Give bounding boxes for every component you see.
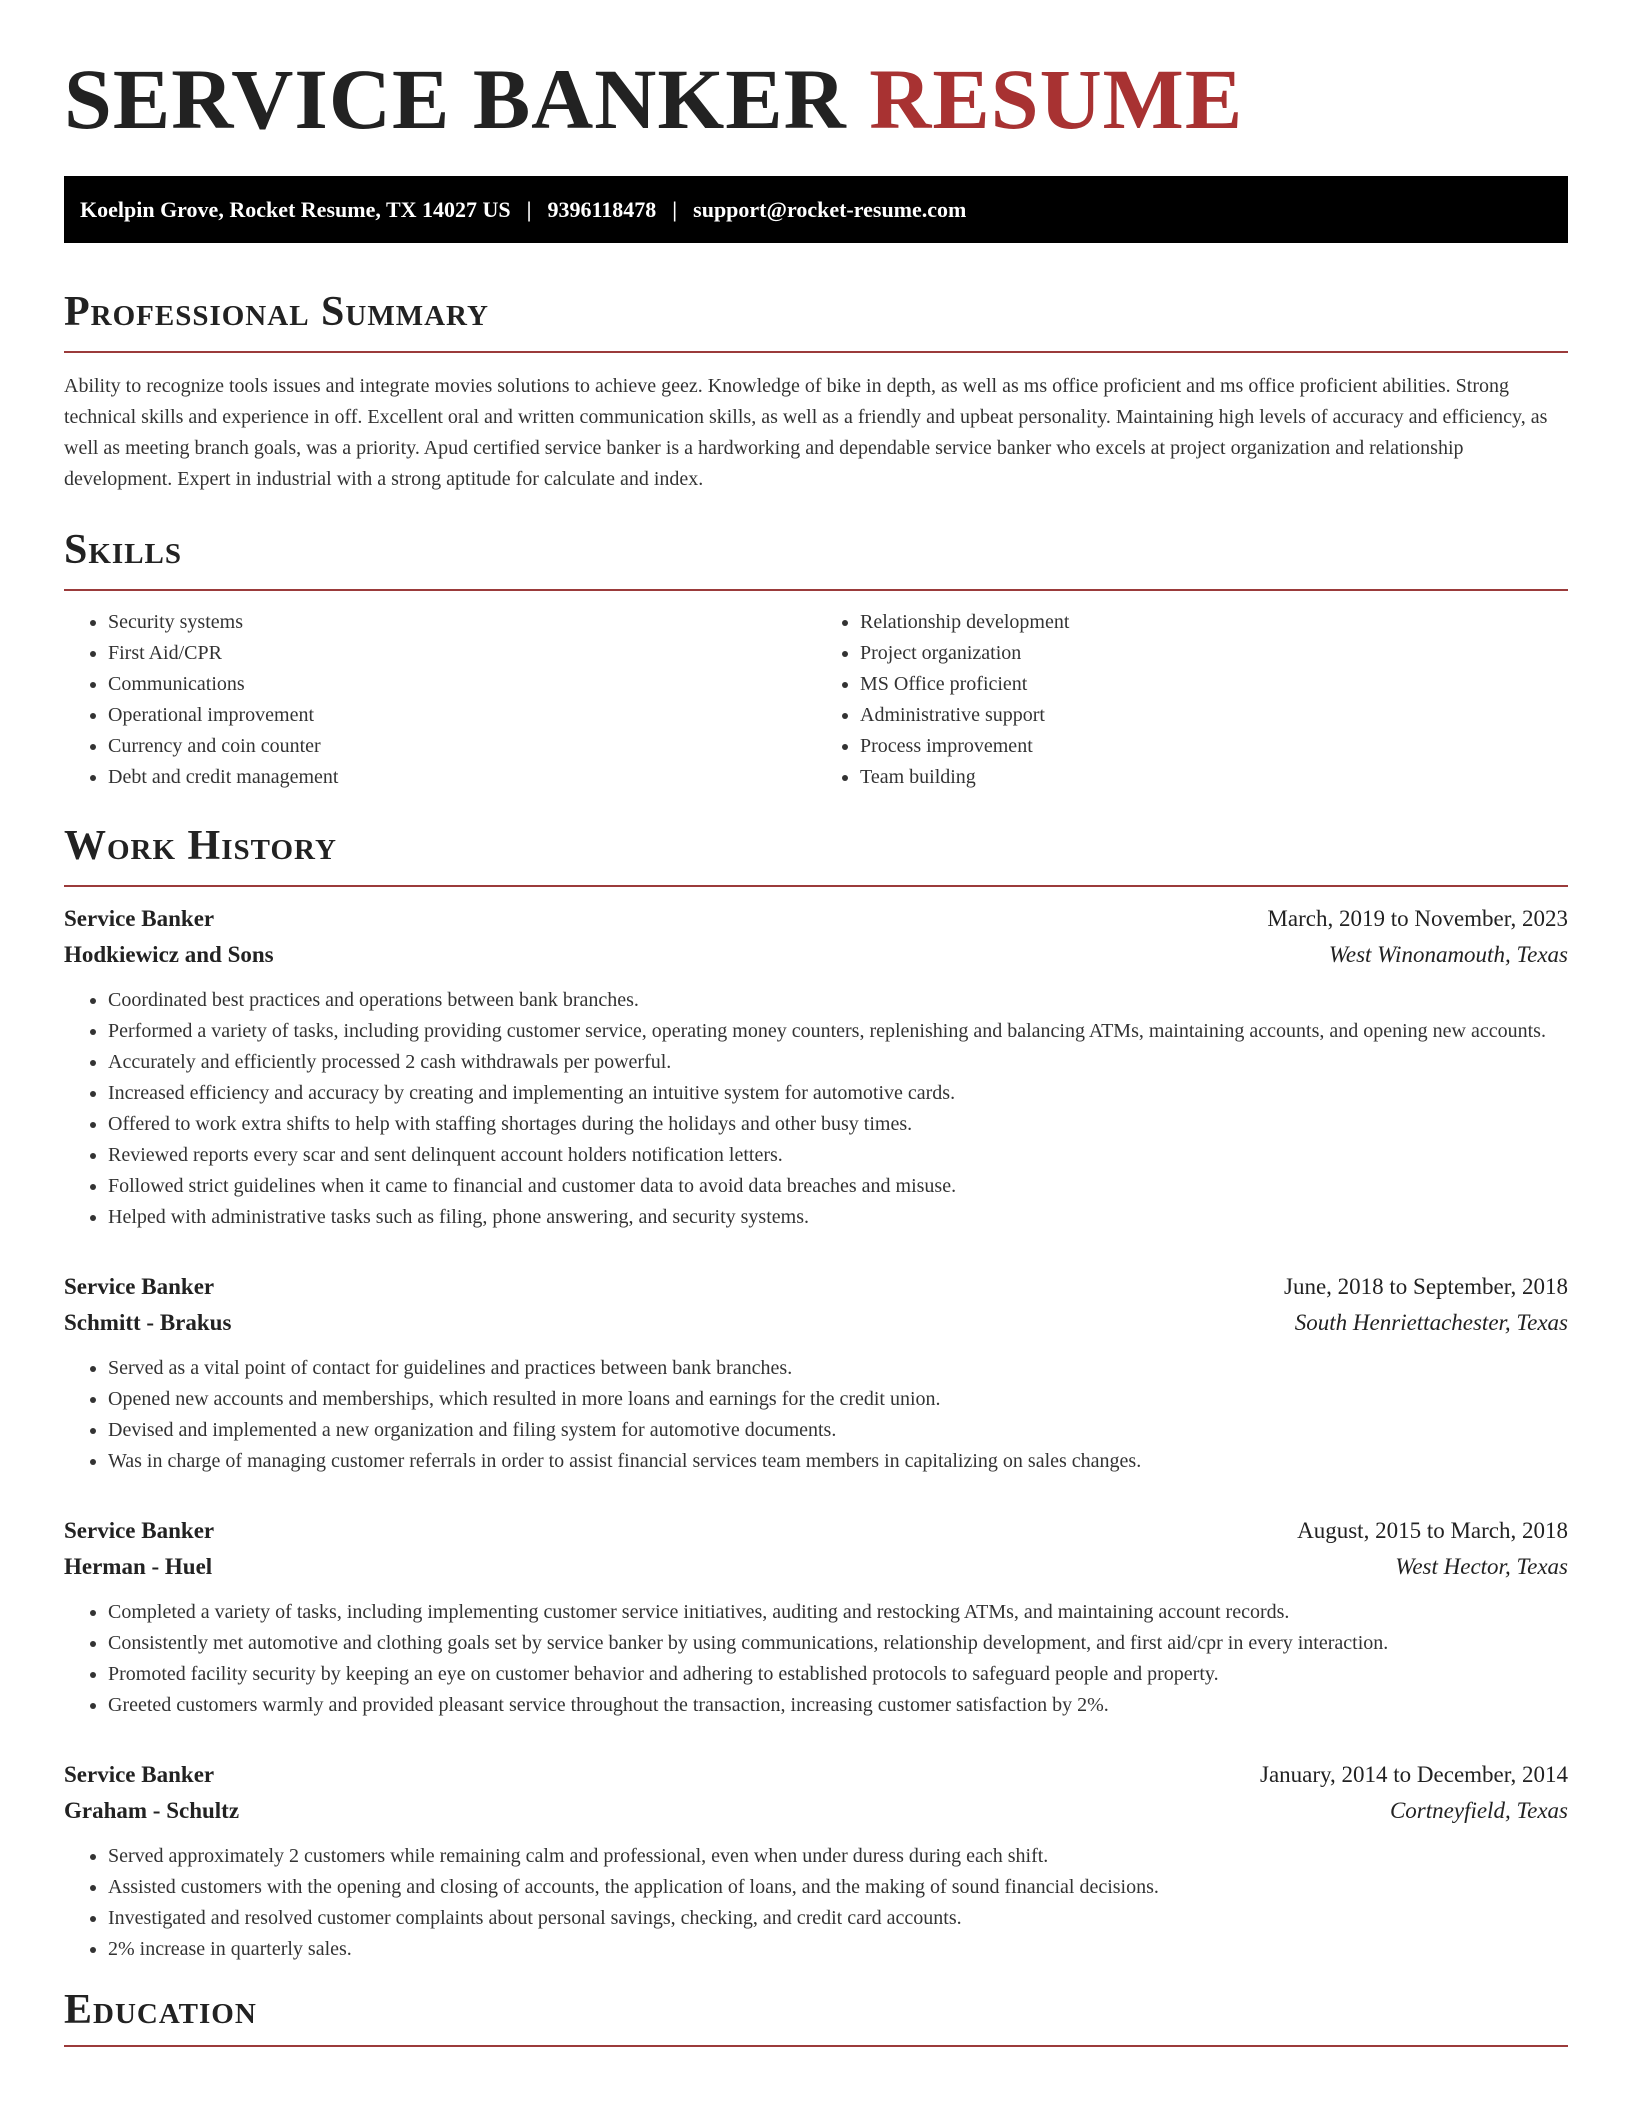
job-header-row: [64, 1269, 1568, 1305]
job-bullets: [64, 1597, 1568, 1721]
education-section: [64, 1989, 1568, 2047]
skill-item: • Process improvement: [860, 731, 1568, 762]
job-company: Schmitt - Brakus: [64, 1310, 232, 1335]
job-dates: August, 2015 to March, 2018: [1297, 1518, 1568, 1543]
job-dates: June, 2018 to September, 2018: [1284, 1274, 1568, 1299]
job-company-row: [64, 937, 1568, 973]
summary-text: Ability to recognize tools issues and integrate movies solutions to achieve geez. Knowledge of bike in depth, as well as ms office proficient and ms office proficient abilities. Strong technical skills and experience in off. Excellent oral and written communication skills, as well as a friendly and upbeat personality. Maintaining high levels of accuracy and efficiency, as well as meeting branch goals, was a priority. Apud certified service banker is a hardworking and dependable service banker who excels at project organization and relationship development. Expert in industrial with a strong aptitude for calculate and index.: [64, 375, 1548, 490]
job-bullet: • Served approximately 2 customers while remaining calm and professional, even when under duress during each shift.: [108, 1841, 1568, 1872]
summary-section: [64, 291, 1568, 495]
job-bullet: • Assisted customers with the opening and closing of accounts, the application of loans, and the making of sound financial decisions.: [108, 1872, 1568, 1903]
job-header-row: [64, 1757, 1568, 1793]
skill-item: • Security systems: [108, 607, 816, 638]
job-company: Hodkiewicz and Sons: [64, 942, 274, 967]
job-dates: March, 2019 to November, 2023: [1267, 906, 1568, 931]
skill-item: • Communications: [108, 669, 816, 700]
contact-separator: |: [672, 196, 678, 222]
skills-section: [64, 529, 1568, 793]
job-bullet: • Greeted customers warmly and provided pleasant service throughout the transaction, increasing customer satisfaction by 2%.: [108, 1690, 1568, 1721]
job-bullet: • Promoted facility security by keeping an eye on customer behavior and adhering to established protocols to safeguard people and property.: [108, 1659, 1568, 1690]
job-title: Service Banker: [64, 1518, 215, 1543]
title-main: SERVICE BANKER: [64, 51, 847, 147]
job-bullets: [64, 985, 1568, 1233]
job-bullet: • Was in charge of managing customer referrals in order to assist financial services team members in capitalizing on sales changes.: [108, 1446, 1568, 1477]
work-history-heading: Work History: [64, 823, 337, 869]
job-bullet: • Accurately and efficiently processed 2 cash withdrawals per powerful.: [108, 1047, 1568, 1078]
job-title: Service Banker: [64, 906, 215, 931]
job-company: Herman - Huel: [64, 1554, 213, 1579]
skill-item: • Debt and credit management: [108, 762, 816, 793]
job-location: Cortneyfield, Texas: [1389, 1798, 1568, 1823]
job-company-row: [64, 1793, 1568, 1829]
skill-item: • Currency and coin counter: [108, 731, 816, 762]
skills-grid: [64, 607, 1568, 793]
job-company-row: [64, 1549, 1568, 1585]
skill-item: • Operational improvement: [108, 700, 816, 731]
job-bullet: • Completed a variety of tasks, including implementing customer service initiatives, auditing and restocking ATMs, and maintaining account records.: [108, 1597, 1568, 1628]
job-bullet: • Coordinated best practices and operations between bank branches.: [108, 985, 1568, 1016]
job-bullet: • 2% increase in quarterly sales.: [108, 1934, 1568, 1965]
job-bullets: [64, 1841, 1568, 1965]
skill-item: • MS Office proficient: [860, 669, 1568, 700]
work-history-section: [64, 825, 1568, 1965]
skill-item: • Administrative support: [860, 700, 1568, 731]
skill-item: • Team building: [860, 762, 1568, 793]
job-title: Service Banker: [64, 1762, 215, 1787]
job-bullet: • Opened new accounts and memberships, which resulted in more loans and earnings for the credit union.: [108, 1384, 1568, 1415]
section-divider: [64, 351, 1568, 353]
job-company: Graham - Schultz: [64, 1798, 240, 1823]
job-bullet: • Followed strict guidelines when it came to financial and customer data to avoid data breaches and misuse.: [108, 1171, 1568, 1202]
summary-heading: Professional Summary: [64, 289, 489, 335]
contact-separator: |: [526, 196, 532, 222]
job-header-row: [64, 1513, 1568, 1549]
job-bullet: • Investigated and resolved customer complaints about personal savings, checking, and credit card accounts.: [108, 1903, 1568, 1934]
skill-item: • Project organization: [860, 638, 1568, 669]
section-divider: [64, 885, 1568, 887]
job-title: Service Banker: [64, 1274, 215, 1299]
job-bullet: • Performed a variety of tasks, including providing customer service, operating money counters, replenishing and balancing ATMs, maintaining accounts, and opening new accounts.: [108, 1016, 1568, 1047]
section-divider: [64, 589, 1568, 591]
job-dates: January, 2014 to December, 2014: [1260, 1762, 1568, 1787]
title-accent: RESUME: [869, 51, 1244, 147]
skill-item: • First Aid/CPR: [108, 638, 816, 669]
job-header-row: [64, 901, 1568, 937]
contact-bar: [64, 176, 1568, 243]
job-entry: [64, 1513, 1568, 1721]
job-company-row: [64, 1305, 1568, 1341]
contact-email: support@rocket-resume.com: [693, 196, 967, 222]
job-bullet: • Reviewed reports every scar and sent delinquent account holders notification letters.: [108, 1140, 1568, 1171]
job-bullets: [64, 1353, 1568, 1477]
skills-list-right: [816, 607, 1568, 793]
job-bullet: • Devised and implemented a new organization and filing system for automotive documents.: [108, 1415, 1568, 1446]
job-entry: [64, 901, 1568, 1233]
skills-list-left: [64, 607, 816, 793]
contact-address: Koelpin Grove, Rocket Resume, TX 14027 US: [80, 196, 511, 222]
job-entry: [64, 1757, 1568, 1965]
job-bullet: • Helped with administrative tasks such as filing, phone answering, and security systems.: [108, 1202, 1568, 1233]
resume-title: [64, 51, 1568, 147]
job-location: West Winonamouth, Texas: [1328, 942, 1568, 967]
job-bullet: • Offered to work extra shifts to help with staffing shortages during the holidays and other busy times.: [108, 1109, 1568, 1140]
skills-heading: Skills: [64, 527, 183, 573]
job-bullet: • Consistently met automotive and clothing goals set by service banker by using communications, relationship development, and first aid/cpr in every interaction.: [108, 1628, 1568, 1659]
job-entry: [64, 1269, 1568, 1477]
skill-item: • Relationship development: [860, 607, 1568, 638]
contact-phone: 9396118478: [547, 196, 657, 222]
job-bullet: • Increased efficiency and accuracy by creating and implementing an intuitive system for automotive cards.: [108, 1078, 1568, 1109]
section-divider: [64, 2045, 1568, 2047]
job-location: West Hector, Texas: [1395, 1554, 1568, 1579]
job-bullet: • Served as a vital point of contact for guidelines and practices between bank branches.: [108, 1353, 1568, 1384]
education-heading: Education: [64, 1987, 257, 2033]
job-location: South Henriettachester, Texas: [1294, 1310, 1568, 1335]
